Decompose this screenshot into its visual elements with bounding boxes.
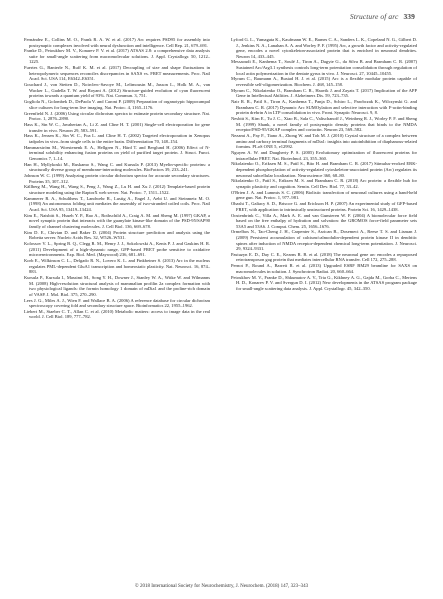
reference-entry: Hass K., Sin W. C., Javaherian A., Li Z. and Cline H. T. (2001) Single-cell electroporation for gene transfer in vivo. Neuron 29, 583–591. [24,121,210,133]
reference-entry: Greenfield N. J. (2006) Using circular dichroism spectra to estimate protein secondary structure. Nat. Protoc. 1, 2876–2890. [24,110,210,122]
reference-entry: Fuertes G., Banterle N., Ruff K. M. et al. (2017) Decoupling of size and shape fluctuations in heteropolymeric sequences reconciles discrepancies in SAXS vs. FRET measurements. Proc. Natl Acad. Sci. USA 114, E6342–E6351. [24,65,210,82]
reference-entry: Hammarström M., Woestenenk E. A., Hellgren N., Härd T. and Berglund H. (2006) Effect of N-terminal solubility enhancing fusion proteins on yield of purified target protein. J. Struct. Funct. Genomics 7, 1–14. [24,144,210,161]
running-head-title: Structure of arc [349,12,399,21]
reference-entry: Nikolaienko O., Patil S., Eriksen M. S. and Bramham C. R. (2018) Arc protein: a flexible hub for synaptic plasticity and cognition. Semin. Cell Dev. Biol. 77, 33–42. [231,178,417,189]
reference-entry: Kolossov V. L., Spring B. Q., Clegg R. M., Henry J. J., Sokolowski A., Kenis P. J. and Gaskins H. R. (2011) Development of a high-dynamic range, GFP-based FRET probe sensitive to oxidative microenvironments. Exp. Biol. Med. (Maywood) 236, 681–691. [24,241,210,258]
reference-entry: Nezami A., Pay F., Tiano A., Zhong W. and Toh M. J. (2010) Crystal structure of a complex between amino and carboxy terminal fragments of mDia1: insights into autoinhibition of diaphanous-related formins. PLoS ONE 5, e12992. [231,133,417,150]
references-left-column [24,37,210,320]
reference-entry: Korb E., Wilkinson C. L., Delgado R. N., Lovero K. L. and Finkbeiner S. (2013) Arc in the nucleus regulates PML-dependent GluA1 transcription and homeostatic plasticity. Nat. Neurosci. 16, 874–883. [24,258,210,275]
reference-entry: Kim E., Naisbitt S., Hsueh Y. P., Rao A., Rothschild A., Craig A. M. and Sheng M. (1997) GKAP, a novel synaptic protein that interacts with the guanylate kinase-like domain of the PSD-95/SAP90 family of channel clustering molecules. J. Cell Biol. 136, 669–678. [24,212,210,229]
reference-entry: Kursula P., Kursula I., Massimi M., Song Y. H., Downer J., Stanley W. A., Witke W. and Wilmanns M. (2008) High-resolution structural analysis of mammalian profilin 2a complex formation with two physiological ligands: the formin homology 1 domain of mDia1 and the proline-rich domain of VASP. J. Mol. Biol. 375, 270–290. [24,275,210,297]
reference-entry: Kim D. E., Chivian D. and Baker D. (2004) Protein structure prediction and analysis using the Robetta server. Nucleic Acids Res. 32, W526–W531. [24,229,210,241]
running-head [350,12,415,21]
reference-entry: Kammerer R. A., Schulthess T., Landwehr R., Lustig A., Engel J., Aebi U. and Steinmetz M. O. (1998) An autonomous folding unit mediates the assembly of two-stranded coiled coils. Proc. Natl Acad. Sci. USA 95, 13419–13424. [24,195,210,212]
reference-entry: Messaoudi E., Kanhema T., Soulé J., Tiron A., Dagyte G., da Silva B. and Bramham C. R. (2007) Sustained Arc/Arg3.1 synthesis controls long-term potentiation consolidation through regulation of local actin polymerization in the dentate gyrus in vivo. J. Neurosci. 27, 10445–10455. [231,59,417,76]
reference-entry: O'Brien J. A. and Lummis S. C. (2006) Biolistic transfection of neuronal cultures using a hand-held gene gun. Nat. Protoc. 1, 977–981. [231,189,417,201]
reference-entry: Myrum C., Baumann A., Bustad H. J. et al. (2015) Arc is a flexible modular protein capable of reversible self-oligomerization. Biochem. J. 468, 145–158. [231,76,417,87]
page-number: 339 [403,12,415,21]
reference-entry: Franke D., Petoukhov M. V., Konarev P. V. et al. (2017) ATSAS 2.8: a comprehensive data analysis suite for small-angle scattering from macromolecular solutions. J. Appl. Crystallogr. 50, 1212–1225. [24,48,210,65]
reference-entry: Nair R. R., Patil S., Tiron A., Kanhema T., Panja D., Schiro L., Parobczak K., Wilczynski G. and Bramham C. R. (2017) Dynamic Arc SUMOylation and selective interaction with F-actin-binding protein drebrin A in LTP consolidation in vivo. Front. Synaptic Neurosci. 9, 8. [231,99,417,116]
reference-entry: Pernot P., Round A., Barrett R. et al. (2013) Upgraded ESRF BM29 beamline for SAXS on macromolecules in solution. J. Synchrotron Radiat. 20, 660–664. [231,263,417,274]
reference-entry: Pastuzyn E. D., Day C. E., Kearns R. B. et al. (2018) The neuronal gene arc encodes a repurposed retrotransposon gag protein that mediates intercellular RNA transfer. Cell 172, 275–288. [231,251,417,263]
reference-entry: Nesbitt S., Kim E., Tu J. C., Xiao B., Sala C., Valtschanoff J., Weinberg R. J., Worley P. F. and Sheng M. (1999) Shank, a novel family of postsynaptic density proteins that binds to the NMDA receptor/PSD-95/GKAP complex and cortactin. Neuron 23, 569–582. [231,116,417,133]
reference-entry: Myrum C., Nikolaienko O., Bramham C. R., Haavik J. and Zayats T. (2017) Implication of the APP Gene in Intellectual Abilities. J. Alzheimers Dis. 59, 723–735. [231,87,417,99]
reference-entry: Fernández E., Collins M. O., Frank R. A. W. et al. (2017) Arc requires PSD95 for assembly into postsynaptic complexes involved with neural dysfunction and intelligence. Cell Rep. 21, 679–691. [24,37,210,48]
reference-entry: Petoukhov M. V., Franke D., Shkumatov A. V., Tria G., Kikhney A. G., Gajda M., Gorba C., Mertens H. D., Konarev P. V. and Svergun D. I. (2012) New developments in the ATSAS program package for small-angle scattering data analysis. J. Appl. Crystallogr. 45, 342–350. [231,274,417,291]
reference-entry: Nikolaienko O., Eriksen M. S., Patil S., Bito H. and Bramham C. R. (2017) Stimulus-evoked ERK-dependent phosphorylation of activity-regulated cytoskeleton-associated protein (Arc) regulates its neuronal subcellular localization. Neuroscience 360, 68–80. [231,161,417,178]
reference-entry: Gogliola N., Golombek D., DePaola V. and Caroni P. (2009) Preparation of organotypic hippocampal slice cultures for long-term live imaging. Nat. Protoc. 4, 1165–1176. [24,99,210,110]
reference-entry: Johnson W. C. (1999) Analyzing protein circular dichroism spectra for accurate secondary structures. Proteins 35, 307–312. [24,173,210,184]
reference-entry: Liebert M., Staeber C. T., Allan C. et al. (2010) Metabolic matters: access to image data in the real world. J. Cell Biol. 189, 777–782. [24,308,210,320]
reference-entry: Hass K., Jensen K., Sin W. C., Foa L. and Cline H. T. (2002) Targeted electroporation in Xenopus tadpoles in vivo–from single cells to the entire brain. Differentiation 70, 148–154. [24,133,210,144]
reference-entry: Källberg M., Wang H., Wang S., Peng J., Wang Z., Lu H. and Xu J. (2012) Template-based protein structure modeling using the RaptorX web server. Nat. Protoc. 7, 1511–1522. [24,184,210,196]
reference-entry: Ohashi T., Galiacy S. D., Briscoe G. and Erickson H. P. (2007) An experimental study of GFP-based FRET, with application to intrinsically unstructured proteins. Protein Sci. 16, 1429–1438. [231,201,417,212]
references-right-column [231,37,417,292]
reference-entry: Gouchard J., von Stetten D., Noirclerc-Savoye M., Lelimousin M., Jasson L., Holk M. A., van Wacker L., Gadella T. W. and Royant A. (2012) Structure-guided evolution of cyan fluorescent proteins towards a quantum yield of 93%. Nat. Commun. 3, 751. [24,82,210,99]
reference-entry: Lyford G. L., Yamagata K., Kaufmann W. E., Barnes C. A., Sanders L. K., Copeland N. G., Gilbert D. J., Jenkins N. A., Lanahan A. A. and Worley P. F. (1995) Arc, a growth factor and activity-regulated gene, encodes a novel cytoskeleton-associated protein that is enriched in neuronal dendrites. Neuron 14, 433–445. [231,37,417,59]
reference-entry: Lees J. G., Miles A. J., Wien F. and Wallace B. A. (2006) A reference database for circular dichroism spectroscopy covering fold and secondary structure space. Bioinformatics 22, 1955–1962. [24,297,210,309]
reference-entry: Nguyen A. W. and Daugherty P. S. (2005) Evolutionary optimization of fluorescent proteins for intracellular FRET. Nat. Biotechnol. 23, 355–360. [231,150,417,161]
reference-entry: Oostenbrink C., Villa A., Mark A. E. and van Gunsteren W. F. (2004) A biomolecular force field based on the free enthalpy of hydration and solvation: the GROMOS force-field parameter sets 53A5 and 53A6. J. Comput. Chem. 25, 1656–1676. [231,212,417,229]
reference-entry: Han H., Myllykoski M., Ruskamo S., Wang C. and Kursula P. (2013) Myelin-specific proteins: a structurally diverse group of membrane-interacting molecules. BioFactors 39, 233–241. [24,161,210,173]
page-footer: © 2018 International Society for Neurochemistry, J. Neurochem. (2018) 147, 323–343 [134,584,309,589]
reference-entry: Ormelbos N., Tao-Cheng J. H., Carpenter S., Asrican B., Dosemeci A., Reese T. S. and Lisman J. (2009) Persistent accumulation of calcium/calmodulin-dependent protein kinase II in dendritic spines after induction of NMDA receptor-dependent chemical long-term potentiation. J. Neurosci. 29, 9324–9331. [231,229,417,252]
